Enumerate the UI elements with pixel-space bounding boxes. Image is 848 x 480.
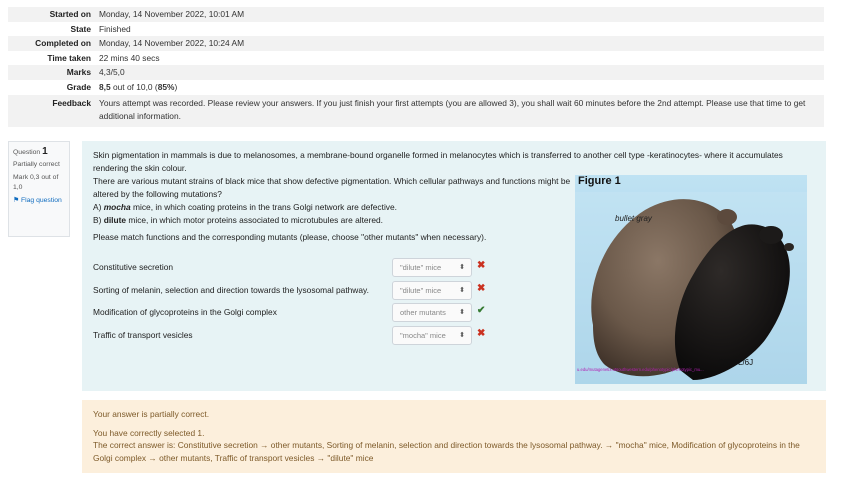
- question-intro: Skin pigmentation in mammals is due to melanosomes, a membrane-bound organelle formed in melanocytes which is transferred to another cell type -keratinocytes- where it accumulates rendering the skin colour.: [93, 150, 783, 173]
- question-mark: Mark 0,3 out of 1,0: [13, 174, 59, 191]
- grade-end: ): [174, 81, 178, 92]
- figure-label-bullet-gray: bullet gray: [615, 214, 652, 223]
- match-answer-select[interactable]: "dilute" mice ⬍: [392, 281, 472, 300]
- summary-label: Time taken: [47, 52, 91, 63]
- incorrect-icon: ✖: [477, 283, 486, 294]
- grade-middle: out of 10,0 (: [112, 81, 158, 92]
- question-strains: There are various mutant strains of black mice that show defective pigmentation. Which cellular pathways and functions might be altered by the following mutations?: [93, 176, 571, 199]
- grade-value: [99, 80, 824, 95]
- feedback-partial: Your answer is partially correct.: [93, 409, 210, 419]
- summary-row: [8, 65, 824, 80]
- question-option-a: A) mocha mice, in which coating proteins in the trans Golgi network are defective.: [93, 202, 397, 212]
- summary-row-feedback: [8, 95, 824, 127]
- summary-label: Grade: [66, 81, 91, 92]
- summary-row: [8, 51, 824, 66]
- match-question: Traffic of transport vesicles: [93, 330, 193, 340]
- match-answer-select[interactable]: "mocha" mice ⬍: [392, 326, 472, 345]
- attempt-summary-table: [8, 7, 824, 127]
- match-question: Modification of glycoproteins in the Golgi complex: [93, 307, 277, 317]
- summary-label: Completed on: [8, 36, 99, 51]
- select-caret-icon: ⬍: [459, 309, 465, 316]
- match-question: Sorting of melanin, selection and direction towards the lysosomal pathway.: [93, 285, 369, 295]
- summary-label: Feedback: [8, 95, 99, 127]
- summary-value: 22 mins 40 secs: [99, 52, 160, 63]
- summary-label: State: [70, 23, 91, 34]
- match-row: [93, 303, 493, 323]
- summary-label: Marks: [8, 65, 99, 80]
- match-row: [93, 258, 493, 278]
- flag-question-link[interactable]: ⚑ Flag question: [13, 197, 62, 204]
- match-question: Constitutive secretion: [93, 262, 174, 272]
- select-caret-icon: ⬍: [459, 264, 465, 271]
- summary-row-grade: [8, 80, 824, 95]
- summary-value: Monday, 14 November 2022, 10:01 AM: [99, 7, 824, 22]
- figure-title: Figure 1: [578, 175, 621, 187]
- summary-value: Monday, 14 November 2022, 10:24 AM: [99, 36, 824, 51]
- mice-figure-image: [575, 175, 807, 384]
- question-number: Question 1: [13, 146, 48, 157]
- question-content: [82, 141, 826, 391]
- incorrect-icon: ✖: [477, 328, 486, 339]
- answer-feedback: [82, 400, 826, 473]
- summary-row: [8, 36, 824, 51]
- select-caret-icon: ⬍: [459, 287, 465, 294]
- question-state: Partially correct: [13, 160, 60, 168]
- grade-score: 8,5: [99, 81, 111, 92]
- summary-row: [8, 22, 824, 37]
- incorrect-icon: ✖: [477, 260, 486, 271]
- summary-row: [8, 7, 824, 22]
- summary-value: 4,3/5,0: [99, 65, 824, 80]
- question-info-box: [8, 141, 70, 237]
- correct-icon: ✔: [477, 305, 486, 316]
- summary-value: Finished: [99, 23, 131, 34]
- match-answer-select[interactable]: "dilute" mice ⬍: [392, 258, 472, 277]
- question-option-b: B) dilute mice, in which motor proteins associated to microtubules are altered.: [93, 215, 383, 225]
- question-instruction: Please match functions and the corresponding mutants (please, choose "other mutants" when necessary).: [93, 232, 487, 242]
- overall-feedback: Yours attempt was recorded. Please review your answers. If you just finish your first attempts (you are allowed 3), you shall wait 60 minutes before the 2nd attempt. Please use that time to get additional information.: [99, 95, 824, 127]
- match-answer-select[interactable]: other mutants ⬍: [392, 303, 472, 322]
- question-body: [93, 175, 571, 244]
- feedback-correct-answer: The correct answer is: Constitutive secretion → other mutants, Sorting of melanin, selection and direction towards the lysosomal pathway. → "mocha" mice, Modification of glycoproteins in the Golgi complex → other mutants, Traffic of transport vesicles → "dilute" mice: [93, 440, 800, 463]
- summary-label: Started on: [8, 7, 99, 22]
- flag-icon: ⚑: [13, 197, 20, 204]
- feedback-selected: You have correctly selected 1.: [93, 427, 205, 438]
- match-row: [93, 326, 493, 346]
- select-caret-icon: ⬍: [459, 332, 465, 339]
- figure-source-url: u.edu/mutagenetix.utsouthwestern.edu/phenotypic/phenotypic_mu...: [577, 367, 704, 372]
- match-row: [93, 281, 493, 301]
- figure-label-c57: C57BL/6J: [718, 358, 754, 367]
- grade-percent: 85%: [157, 81, 175, 92]
